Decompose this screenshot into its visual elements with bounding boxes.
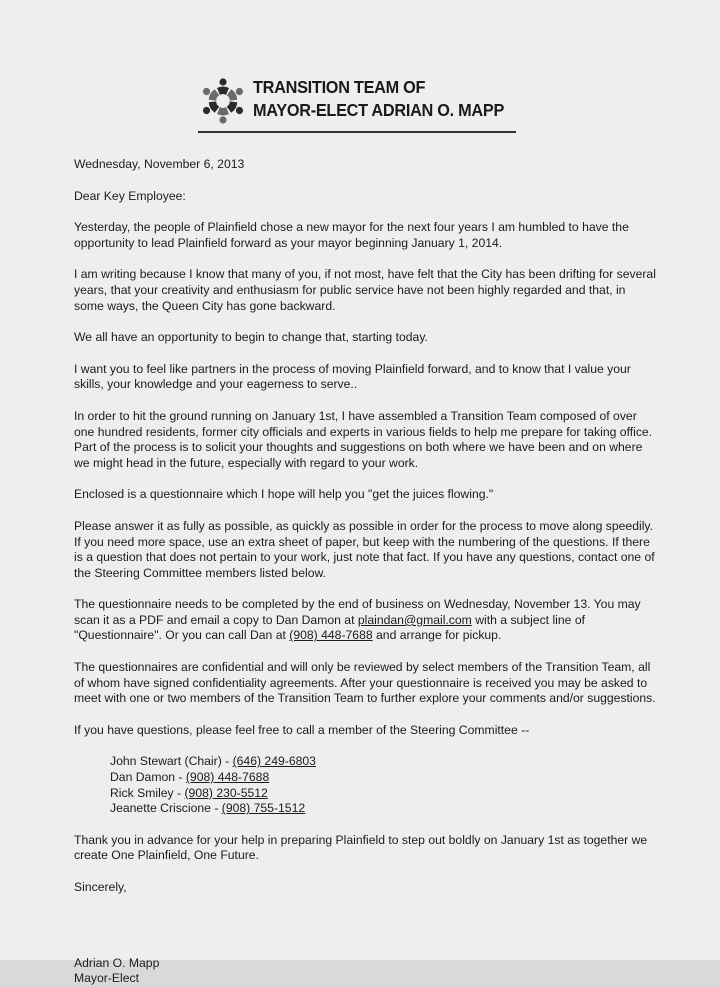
committee-member-name: John Stewart (Chair) - [110, 754, 233, 769]
paragraph-3: We all have an opportunity to begin to change that, starting today. [74, 330, 428, 345]
signer-name: Adrian O. Mapp [74, 955, 160, 970]
closing: Sincerely, [74, 880, 127, 894]
letter-date: Wednesday, November 6, 2013 [74, 157, 245, 171]
committee-member-phone[interactable]: (908) 755-1512 [221, 801, 306, 816]
committee-member [110, 801, 658, 817]
paragraph-5: In order to hit the ground running on January 1st, I have assembled a Transition Team composed of over one hundred residents, former city officials and experts in various fields to help me prepare for taking office. Part of the process is to solicit your thoughts and suggestions on both where we have been and on where we might head in the future, especially with regard to your work. [74, 408, 653, 470]
paragraph-6: Enclosed is a questionnaire which I hope will help you "get the juices flowing." [74, 487, 494, 502]
paragraph-4: I want you to feel like partners in the process of moving Plainfield forward, and to know that I value your skills, your knowledge and your eagerness to serve.. [74, 361, 631, 392]
paragraph-2: I am writing because I know that many of you, if not most, have felt that the City has been drifting for several years, that your creativity and enthusiasm for public service have not been highly regarded and that, in some ways, the Queen City has gone backward. [74, 267, 656, 313]
paragraph-8 [74, 597, 658, 644]
salutation: Dear Key Employee: [74, 188, 186, 203]
paragraph-8-text-c: and arrange for pickup. [372, 628, 502, 643]
signature-space [74, 912, 658, 956]
committee-member-phone[interactable]: (908) 230-5512 [184, 785, 268, 800]
letterhead-title-line-1: TRANSITION TEAM OF [253, 77, 426, 97]
email-link[interactable]: plaindan@gmail.com [357, 612, 472, 627]
committee-member-phone[interactable]: (646) 249-6803 [232, 754, 316, 769]
paragraph-10: If you have questions, please feel free to call a member of the Steering Committee -- [74, 722, 530, 737]
committee-member-name: Rick Smiley - [110, 785, 185, 800]
letterhead-title-line-2: MAYOR-ELECT ADRIAN O. MAPP [253, 100, 505, 120]
paragraph-1: Yesterday, the people of Plainfield chose a new mayor for the next four years I am humbled to have the opportunity to lead Plainfield forward as your mayor beginning January 1, 2014. [74, 220, 629, 250]
committee-member [110, 754, 658, 770]
phone-link[interactable]: (908) 448-7688 [289, 628, 373, 643]
paragraph-8-text-b: with a subject line of "Questionnaire". Or you can call Dan at [74, 612, 585, 643]
signer-title: Mayor-Elect [74, 971, 140, 986]
letter-body [74, 157, 658, 987]
committee-member-phone[interactable]: (908) 448-7688 [185, 770, 270, 785]
paragraph-8-text-a: The questionnaire needs to be completed by the end of business on Wednesday, November 13. You may scan it as a PDF and email a copy to Dan Damon at [74, 597, 641, 627]
committee-member [110, 770, 658, 786]
committee-member-name: Jeanette Criscione - [110, 801, 222, 816]
committee-member [110, 786, 658, 802]
signature-block [74, 956, 658, 987]
people-circle-logo-icon [198, 76, 248, 126]
letterhead-divider [198, 131, 516, 133]
steering-committee-list [74, 754, 658, 816]
letterhead [198, 76, 516, 134]
paragraph-7: Please answer it as fully as possible, as quickly as possible in order for the process to move along speedily. If you need more space, use an extra sheet of paper, but keep with the numbering of the questions. If there is a question that does not pertain to your work, just note that fact. If you have any questions, contact one of the Steering Committee members listed below. [74, 518, 655, 580]
committee-member-name: Dan Damon - [110, 770, 186, 785]
paragraph-11: Thank you in advance for your help in preparing Plainfield to step out boldly on January 1st as together we create One Plainfield, One Future. [74, 832, 648, 863]
paragraph-9: The questionnaires are confidential and will only be reviewed by select members of the Transition Team, all of whom have signed confidentiality agreements. After your questionnaire is received you may be asked to meet with one or two members of the Transition Team to further explore your comments and/or suggestions. [74, 660, 656, 706]
